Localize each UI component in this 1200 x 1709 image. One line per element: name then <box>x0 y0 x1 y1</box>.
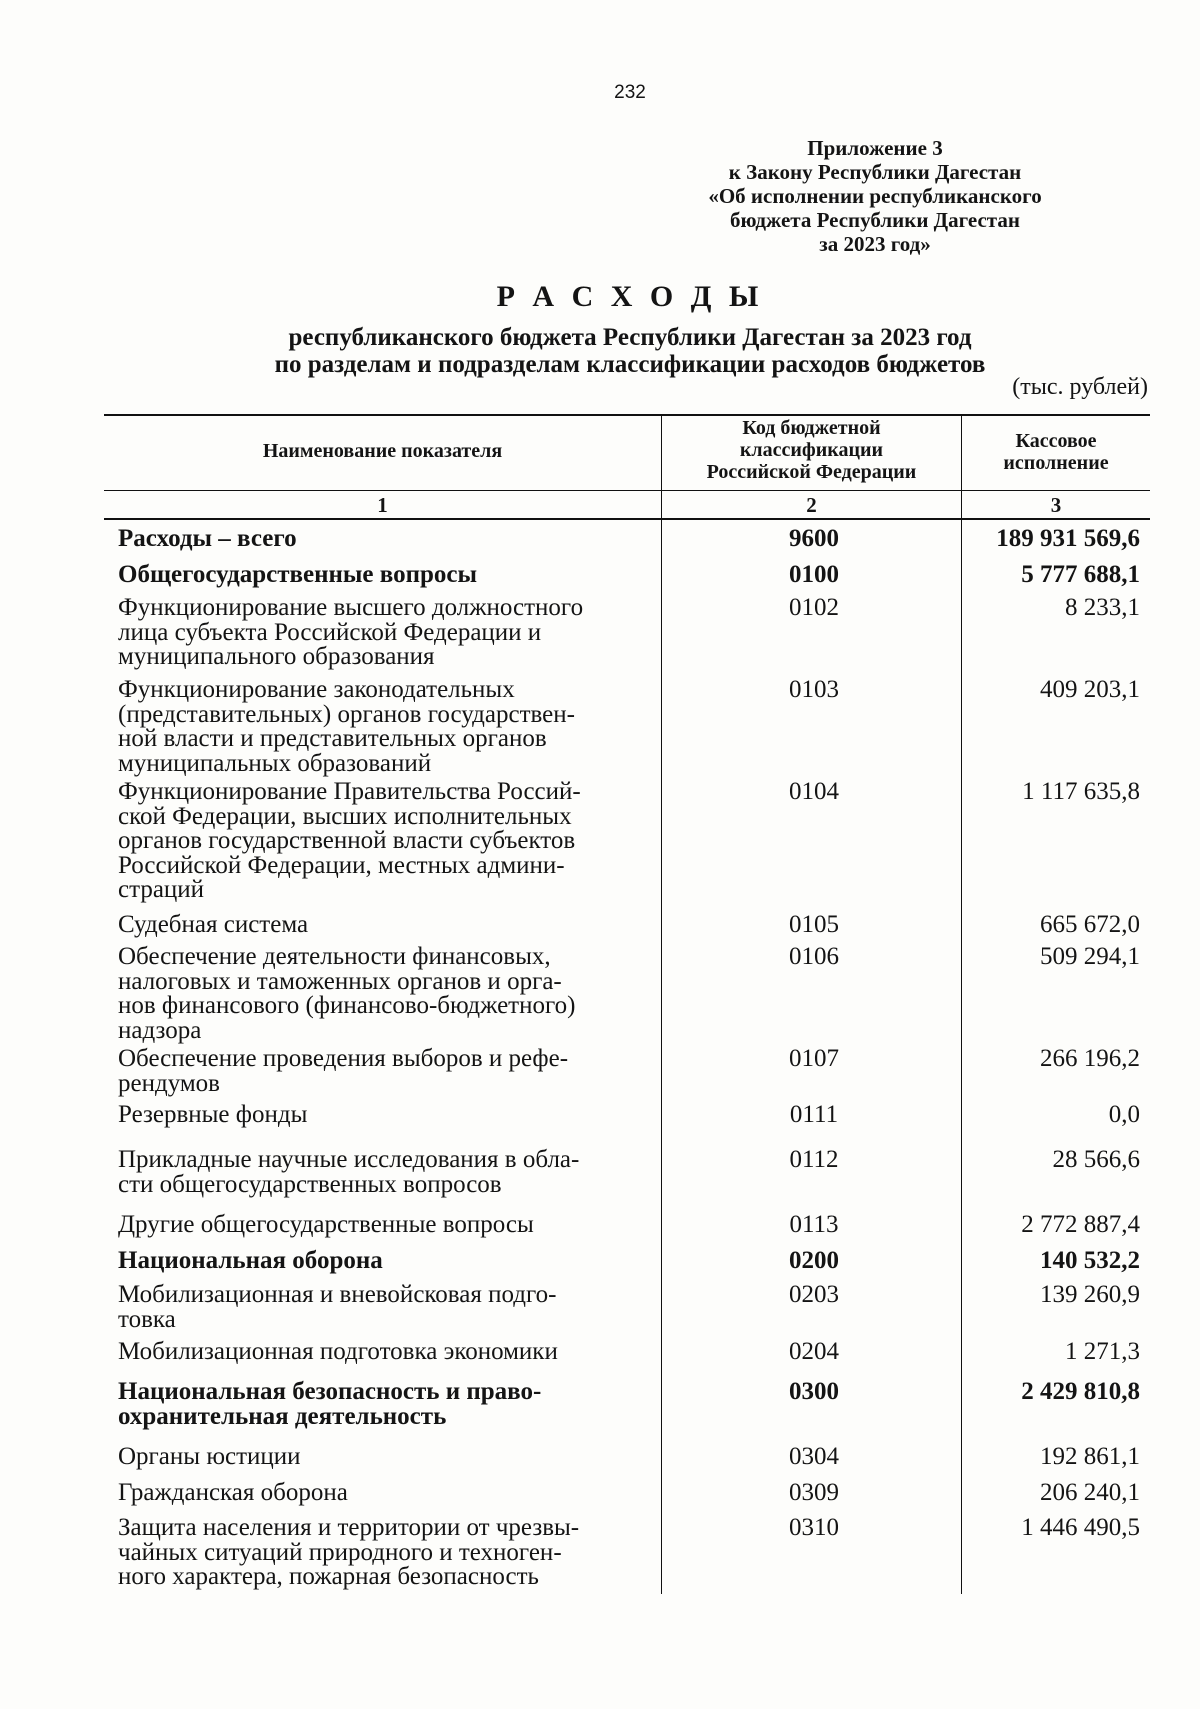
row-name-line: лица субъекта Российской Федерации и <box>118 618 542 646</box>
row-value: 140 532,2 <box>1040 1247 1140 1274</box>
row-value: 266 196,2 <box>1040 1045 1140 1072</box>
row-name-line: ной власти и представительных органов <box>118 725 547 752</box>
row-value: 8 233,1 <box>1065 594 1140 621</box>
row-name-line: Национальная оборона <box>118 1247 383 1274</box>
row-name-line: Функционирование высшего должностного <box>118 594 584 621</box>
row-name <box>118 563 653 588</box>
row-name-line: страций <box>118 876 205 903</box>
row-value: 139 260,9 <box>1040 1281 1140 1308</box>
row-name-line: нов финансового (финансово-бюджетного) <box>118 992 576 1019</box>
row-name-line: ного характера, пожарная безопасность <box>118 1563 539 1590</box>
row-name <box>118 1148 653 1197</box>
row-value: 189 931 569,6 <box>996 525 1140 552</box>
table-numbers-border <box>104 518 1150 520</box>
header-value-line: исполнение <box>1003 452 1109 474</box>
row-name-line: охранительная деятельность <box>118 1402 447 1430</box>
row-code: 0309 <box>789 1479 839 1506</box>
row-value: 206 240,1 <box>1040 1479 1140 1506</box>
row-name <box>118 1380 653 1429</box>
row-name-line: Функционирование законодательных <box>118 676 515 703</box>
row-name-line: Обеспечение деятельности финансовых, <box>118 943 551 970</box>
row-name <box>118 913 653 938</box>
row-code: 0107 <box>789 1045 839 1072</box>
row-name-line: муниципального образования <box>118 643 435 670</box>
document-title: Р А С Х О Д Ы <box>496 280 764 313</box>
column-number: 3 <box>1050 493 1062 517</box>
row-name-line: ской Федерации, высших исполнительных <box>118 802 572 830</box>
row-name-line: Мобилизационная подготовка экономики <box>118 1338 558 1365</box>
row-name-line: Резервные фонды <box>118 1101 308 1128</box>
row-name-line: надзора <box>118 1016 202 1044</box>
row-name-line: налоговых и таможенных органов и орга- <box>118 967 562 995</box>
row-name-line: товка <box>118 1305 176 1333</box>
row-value: 5 777 688,1 <box>1021 561 1140 588</box>
header-code-line: классификации <box>739 439 884 461</box>
row-code: 0104 <box>789 778 839 805</box>
row-name <box>118 780 653 903</box>
header-code-line: Код бюджетной <box>742 417 881 439</box>
row-name <box>118 1249 653 1274</box>
subtitle-line: республиканского бюджета Республики Дагестан за 2023 год <box>288 324 972 351</box>
row-code: 9600 <box>789 525 839 552</box>
table-header-border <box>104 490 1150 491</box>
row-name <box>118 678 653 776</box>
row-code: 0106 <box>789 943 839 970</box>
table-column-divider <box>961 414 962 1594</box>
row-code: 0112 <box>789 1146 839 1173</box>
row-code: 0304 <box>789 1443 839 1470</box>
page-number: 232 <box>614 82 646 103</box>
row-name-line: Мобилизационная и вневойсковая подго- <box>118 1281 557 1308</box>
row-name <box>118 1516 653 1590</box>
row-code: 0113 <box>789 1211 839 1238</box>
row-name-line: сти общегосударственных вопросов <box>118 1170 502 1198</box>
row-name <box>118 527 653 552</box>
row-name-line: Общегосударственные вопросы <box>118 561 478 588</box>
row-name-line: Обеспечение проведения выборов и рефе- <box>118 1045 569 1072</box>
row-value: 1 117 635,8 <box>1022 778 1140 805</box>
row-name-line: (представительных) органов государствен- <box>118 700 575 728</box>
row-name-line: Прикладные научные исследования в обла- <box>118 1146 580 1173</box>
column-number: 1 <box>377 493 388 517</box>
row-name <box>118 945 653 1043</box>
row-name-line: Органы юстиции <box>118 1443 301 1470</box>
row-code: 0105 <box>789 911 839 938</box>
row-code: 0200 <box>789 1247 839 1274</box>
row-name-line: Гражданская оборона <box>118 1479 348 1506</box>
row-name-line: рендумов <box>118 1069 220 1097</box>
header-name: Наименование показателя <box>262 440 503 462</box>
row-name-line: Судебная система <box>118 911 309 938</box>
row-name-line: Защита населения и территории от чрезвы- <box>118 1514 580 1541</box>
header-value-line: Кассовое <box>1015 430 1097 452</box>
row-name <box>118 1481 653 1506</box>
row-name-line: чайных ситуаций природного и техноген- <box>118 1538 562 1566</box>
row-value: 665 672,0 <box>1040 911 1140 938</box>
units-label: (тыс. рублей) <box>1012 374 1148 400</box>
row-name <box>118 1283 653 1332</box>
row-value: 1 446 490,5 <box>1021 1514 1140 1541</box>
row-code: 0103 <box>789 676 839 703</box>
document-subtitle <box>0 324 1200 378</box>
row-name <box>118 1445 653 1470</box>
column-number: 2 <box>806 493 817 517</box>
row-value: 0,0 <box>1108 1101 1140 1128</box>
row-name <box>118 1213 653 1238</box>
row-value: 192 861,1 <box>1040 1443 1140 1470</box>
row-name-line: Российской Федерации, местных админи- <box>118 851 565 879</box>
row-name <box>118 596 653 670</box>
row-value: 28 566,6 <box>1052 1146 1140 1173</box>
subtitle-line: по разделам и подразделам классификации расходов бюджетов <box>274 351 986 378</box>
row-code: 0310 <box>789 1514 839 1541</box>
header-code-line: Российской Федерации <box>706 461 917 483</box>
row-name-line: Расходы – всего <box>118 525 297 552</box>
row-name-line: Национальная безопасность и право- <box>118 1378 542 1405</box>
row-value: 509 294,1 <box>1040 943 1140 970</box>
row-value: 2 429 810,8 <box>1021 1378 1140 1405</box>
appendix-line: Приложение 3 <box>807 136 943 160</box>
row-code: 0300 <box>789 1378 839 1405</box>
header-code <box>662 417 961 483</box>
row-value: 2 772 887,4 <box>1021 1211 1140 1238</box>
row-code: 0102 <box>789 594 839 621</box>
row-name-line: муниципальных образований <box>118 749 432 777</box>
row-name <box>118 1340 653 1365</box>
row-name <box>118 1103 653 1128</box>
row-code: 0203 <box>789 1281 839 1308</box>
row-name-line: Другие общегосударственные вопросы <box>118 1211 534 1238</box>
appendix-line: «Об исполнении республиканского <box>708 184 1042 208</box>
row-name-line: органов государственной власти субъектов <box>118 827 576 854</box>
row-value: 1 271,3 <box>1065 1338 1140 1365</box>
appendix-line: бюджета Республики Дагестан <box>730 208 1020 232</box>
row-name <box>118 1047 653 1096</box>
row-code: 0111 <box>789 1101 839 1128</box>
row-code: 0100 <box>789 561 839 588</box>
appendix-line: за 2023 год» <box>819 232 931 256</box>
appendix-block <box>640 136 1110 256</box>
table-top-border <box>104 414 1150 416</box>
row-value: 409 203,1 <box>1040 676 1140 703</box>
table-column-divider <box>661 414 662 1594</box>
appendix-line: к Закону Республики Дагестан <box>728 160 1022 184</box>
row-code: 0204 <box>789 1338 839 1365</box>
header-value <box>962 430 1150 474</box>
row-name-line: Функционирование Правительства Россий- <box>118 778 581 805</box>
